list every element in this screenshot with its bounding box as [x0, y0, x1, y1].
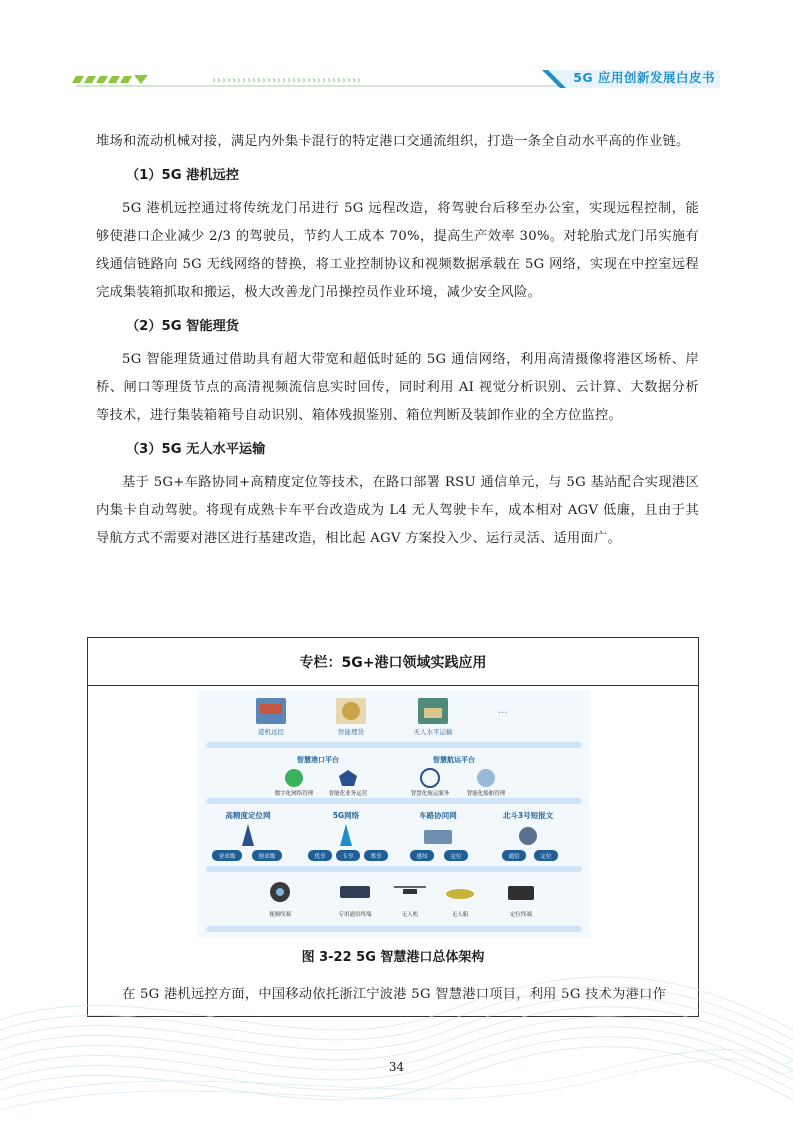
terminal-label: 无人机 — [401, 912, 419, 918]
positioning-terminal-icon — [508, 886, 534, 900]
v2x-road-icon — [424, 830, 452, 844]
network-tags — [212, 850, 558, 861]
platform-item: 智慧化航运服务 — [410, 791, 450, 797]
terminal-label: 专用通信终端 — [338, 912, 372, 918]
tag: 定位 — [450, 854, 462, 860]
network-title: 北斗3号短报文 — [502, 811, 554, 820]
network-title: 车路协同网 — [419, 811, 457, 820]
tag: 定位 — [540, 854, 552, 860]
architecture-diagram — [198, 690, 590, 938]
terminal-label: 视频终端 — [268, 912, 292, 918]
platform-item: 智能化船舶管理 — [466, 791, 506, 797]
svg-text:››››››››››››››››››››››››››››››: ›››››››››››››››››››››››››››››› — [212, 75, 362, 86]
unmanned-boat-icon — [446, 889, 474, 899]
platform-item: 智能化业务运营 — [328, 791, 368, 797]
tag: 专享 — [342, 854, 354, 860]
section-heading-remote-control: （1）5G 港机远控 — [126, 168, 239, 183]
section-text-remote-control: 5G 港机远控通过将传统龙门吊进行 5G 远程改造，将驾驶台后移至办公室，实现远程控制，能够使港口企业减少 2/3 的驾驶员，节约人工成本 70%，提高生产效率 30%。对轮胎式龙门吊实施有线通信链路向 5G 无线网络的替换，将工业控制协议和视频数据承载在 5G 网络，实现在中控室远程完成集装箱抓取和搬运，极大改善龙门吊操控员作业环境，减少安全风险。 — [96, 201, 699, 300]
app-unmanned-transport — [414, 698, 454, 736]
terminal-label: 定位终端 — [509, 912, 533, 918]
page-number: 34 — [388, 1060, 405, 1074]
app-label: 无人水平运输 — [413, 728, 453, 736]
network-mgmt-icon — [285, 769, 303, 787]
network-title: 5G网络 — [332, 811, 360, 820]
box-paragraph: 在 5G 港机远控方面，中国移动依托浙江宁波港 5G 智慧港口项目，利用 5G 技术为港口作 — [122, 987, 667, 1002]
main-content — [96, 128, 699, 553]
header-title: 5G 应用创新发展白皮书 — [573, 70, 715, 85]
figure-caption: 图 3-22 5G 智慧港口总体架构 — [301, 950, 485, 965]
header-green-stripes — [72, 75, 148, 84]
platform-item: 数字化网络管理 — [274, 791, 314, 797]
tag: 尊享 — [370, 854, 382, 860]
beidou-satellite-icon — [519, 827, 537, 845]
platform-title: 智慧航运平台 — [433, 756, 475, 764]
app-label: 港机远控 — [258, 728, 284, 736]
tag: 通信 — [508, 854, 520, 860]
tag: 感知 — [416, 854, 428, 860]
app-smart-tally — [336, 698, 366, 736]
intro-paragraph: 堆场和流动机械对接，满足内外集卡混行的特定港口交通流组织，打造一条全自动水平高的作业链。 — [96, 134, 690, 149]
comm-terminal-icon — [340, 886, 370, 898]
section-text-unmanned-transport: 基于 5G+车路协同+高精度定位等技术，在路口部署 RSU 通信单元，与 5G 基站配合实现港区内集卡自动驾驶。将现有成熟卡车平台改造成为 L4 无人驾驶卡车，成本相对 AGV 低廉，且由于其导航方式不需要对港区进行基建改造，相比起 AGV 方案投入少、运行灵活、适用面广。 — [96, 475, 699, 546]
case-column-box — [87, 637, 699, 1017]
section-text-smart-tally: 5G 智能理货通过借助具有超大带宽和超低时延的 5G 通信网络，利用高清摄像将港区场桥、岸桥、闸口等理货节点的高清视频流信息实时回传，同时利用 AI 视觉分析识别、云计算、大数据分析等技术，进行集装箱箱号自动识别、箱体残损鉴别、箱位判断及装卸作业的全方位监控。 — [96, 352, 699, 423]
platform-title: 智慧港口平台 — [297, 756, 339, 764]
app-label: 智能理货 — [338, 728, 364, 736]
tag: 厘米级 — [258, 854, 276, 860]
terminal-label: 无人船 — [451, 912, 469, 918]
network-title: 高精度定位网 — [225, 811, 271, 820]
more-apps-ellipsis: ··· — [498, 708, 508, 719]
app-harbor-remote — [256, 698, 286, 736]
section-heading-unmanned-transport: （3）5G 无人水平运输 — [126, 442, 266, 457]
tag: 优享 — [314, 854, 326, 860]
tag: 亚米级 — [218, 854, 236, 860]
page-header — [0, 0, 793, 100]
section-heading-smart-tally: （2）5G 智能理货 — [126, 319, 239, 334]
box-title: 专栏：5G+港口领域实践应用 — [88, 638, 698, 686]
ship-mgmt-icon — [477, 769, 495, 787]
